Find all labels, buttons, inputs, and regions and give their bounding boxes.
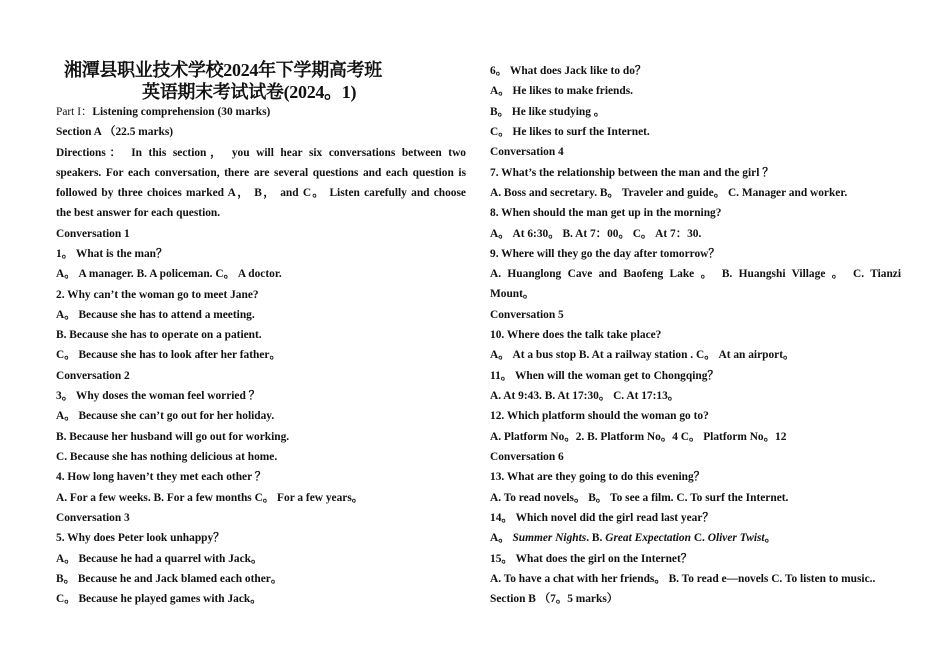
q14-end: 。 — [764, 532, 776, 544]
part-prefix: Part I： — [56, 106, 93, 118]
question-9: 9. Where will they go the day after tomorrow？ — [490, 248, 720, 260]
question-7-options: A. Boss and secretary. B。 Traveler and guide。 C. Manager and worker. — [490, 187, 848, 199]
question-3-option-c: C. Because she has nothing delicious at home. — [56, 451, 278, 463]
question-4: 4. How long haven’t they met each other ？ — [56, 471, 267, 483]
question-10-options: A。 At a bus stop B. At a railway station . C。 At an airport。 — [490, 349, 795, 361]
question-7: 7. What’s the relationship between the man and the girl ？ — [490, 167, 774, 179]
exam-title-line2: 英语期末考试试卷(2024。1) — [142, 82, 357, 102]
question-13-options: A. To read novels。 B。 To see a film. C. To surf the Internet. — [490, 492, 789, 504]
question-5-option-c: C。 Because he played games with Jack。 — [56, 593, 262, 605]
question-14: 14。 Which novel did the girl read last year？ — [490, 512, 714, 524]
question-3-option-a: A。 Because she can’t go out for her holiday. — [56, 410, 275, 422]
question-2-option-a: A。 Because she has to attend a meeting. — [56, 309, 255, 321]
question-6-option-b: B。 He like studying 。 — [490, 106, 606, 118]
conversation-6-heading: Conversation 6 — [490, 451, 564, 463]
conversation-5-heading: Conversation 5 — [490, 309, 564, 321]
question-8: 8. When should the man get up in the morning? — [490, 207, 722, 219]
exam-title-line1: 湘潭县职业技术学校2024年下学期高考班 — [64, 60, 382, 80]
directions-line-2: speakers. For each conversation, there are several questions and each question is — [56, 167, 466, 179]
question-2-option-b: B. Because she has to operate on a patient. — [56, 329, 262, 341]
q14-c-title: Oliver Twist — [707, 532, 765, 544]
question-2-option-c: C。 Because she has to look after her father。 — [56, 349, 281, 361]
question-12-options: A. Platform No。2. B. Platform No。4 C。 Platform No。12 — [490, 431, 787, 443]
question-8-options: A。 At 6:30。 B. At 7：00。 C。 At 7：30. — [490, 228, 702, 240]
section-a-heading: Section A （22.5 marks) — [56, 126, 174, 138]
question-1-options: A。 A manager. B. A policeman. C。 A doctor. — [56, 268, 282, 280]
q14-a-title: Summer Nights — [512, 532, 587, 544]
q14-a-prefix: A。 — [490, 532, 513, 544]
question-15-options: A. To have a chat with her friends。 B. To read e—novels C. To listen to music.. — [490, 573, 876, 585]
question-4-options: A. For a few weeks. B. For a few months C。 For a few years。 — [56, 492, 364, 504]
question-5: 5. Why does Peter look unhappy？ — [56, 532, 225, 544]
question-15: 15。 What does the girl on the Internet？ — [490, 553, 693, 565]
conversation-1-heading: Conversation 1 — [56, 228, 130, 240]
question-10: 10. Where does the talk take place? — [490, 329, 662, 341]
question-5-option-a: A。 Because he had a quarrel with Jack。 — [56, 553, 263, 565]
q14-b-title: Great Expectation — [605, 532, 691, 544]
question-5-option-b: B。 Because he and Jack blamed each other。 — [56, 573, 283, 585]
directions-line-1: Directions： In this section， you will hear six conversations between two — [56, 147, 466, 159]
question-1: 1。 What is the man？ — [56, 248, 168, 260]
conversation-2-heading: Conversation 2 — [56, 370, 130, 382]
question-11: 11。 When will the woman get to Chongqing？ — [490, 370, 719, 382]
q14-b-prefix: . B. — [586, 532, 606, 544]
q14-c-prefix: C. — [690, 532, 708, 544]
question-3-option-b: B. Because her husband will go out for working. — [56, 431, 290, 443]
part-heading — [56, 105, 270, 119]
question-11-options: A. At 9:43. B. At 17:30。 C. At 17:13。 — [490, 390, 680, 402]
question-9-options-line-2: Mount。 — [490, 288, 535, 300]
conversation-4-heading: Conversation 4 — [490, 146, 564, 158]
part-title: Listening comprehension (30 marks) — [92, 106, 271, 118]
question-3: 3。 Why doses the woman feel worried ？ — [56, 390, 261, 402]
question-6-option-a: A。 He likes to make friends. — [490, 85, 634, 97]
question-2: 2. Why can’t the woman go to meet Jane? — [56, 289, 259, 301]
directions-line-3: followed by three choices marked A， B， and C。 Listen carefully and choose — [56, 187, 466, 199]
question-9-options-line-1: A. Huanglong Cave and Baofeng Lake 。 B. Huangshi Village 。 C. Tianzi — [490, 268, 901, 280]
question-14-options — [490, 531, 776, 545]
directions-line-4: the best answer for each question. — [56, 207, 221, 219]
conversation-3-heading: Conversation 3 — [56, 512, 130, 524]
section-b-heading: Section B （7。5 marks） — [490, 593, 619, 605]
question-6-option-c: C。 He likes to surf the Internet. — [490, 126, 650, 138]
question-12: 12. Which platform should the woman go to? — [490, 410, 709, 422]
question-6: 6。 What does Jack like to do？ — [490, 65, 647, 77]
question-13: 13. What are they going to do this evening？ — [490, 471, 706, 483]
